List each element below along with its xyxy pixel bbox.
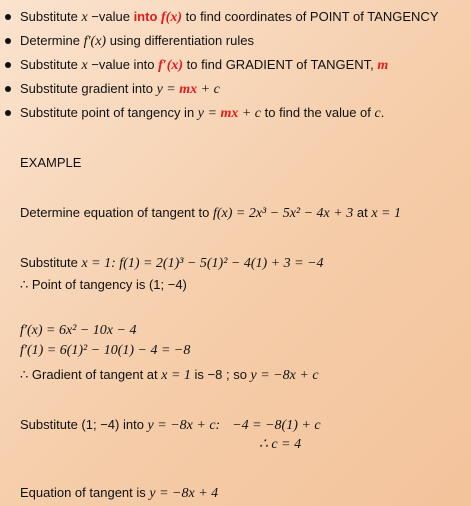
list-item-text: Substitute point of tangency in y = mx + c to find the value of c. xyxy=(20,105,385,121)
example-heading: EXAMPLE xyxy=(20,155,82,170)
example-question: Determine equation of tangent to f(x) = 2x³ − 5x² − 4x + 3 at x = 1 xyxy=(20,205,401,221)
final-equation: Equation of tangent is y = −8x + 4 xyxy=(20,485,219,501)
list-item xyxy=(0,30,471,52)
gradient-line: ∴ Gradient of tangent at x = 1 is −8 ; so y = −8x + c xyxy=(20,367,319,383)
bullet-icon xyxy=(5,110,11,116)
list-item xyxy=(0,102,471,124)
derivative-evaluated: f′(1) = 6(1)² − 10(1) − 4 = −8 xyxy=(20,343,191,358)
substitute-point-line: Substitute (1; −4) into y = −8x + c: −4 = −8(1) + c xyxy=(20,417,321,433)
list-item-text: Substitute gradient into y = mx + c xyxy=(20,81,220,97)
list-item-text: Substitute x −value into f′(x) to find GRADIENT of TANGENT, m xyxy=(20,57,389,73)
step-substitute-x: Substitute x = 1: f(1) = 2(1)³ − 5(1)² − 4(1) + 3 = −4 xyxy=(20,255,324,271)
derivative-line: f′(x) = 6x² − 10x − 4 xyxy=(20,323,137,338)
list-item xyxy=(0,78,471,100)
list-item-text: Substitute x −value into f(x) to find coordinates of POINT of TANGENCY xyxy=(20,9,439,25)
bullet-icon xyxy=(5,14,11,20)
list-item xyxy=(0,6,471,28)
list-item xyxy=(0,54,471,76)
point-of-tangency: ∴ Point of tangency is (1; −4) xyxy=(20,277,187,292)
c-result: ∴ c = 4 xyxy=(259,437,302,452)
bullet-icon xyxy=(5,62,11,68)
bullet-icon xyxy=(5,38,11,44)
bullet-icon xyxy=(5,86,11,92)
list-item-text: Determine f′(x) using differentiation rules xyxy=(20,33,254,49)
